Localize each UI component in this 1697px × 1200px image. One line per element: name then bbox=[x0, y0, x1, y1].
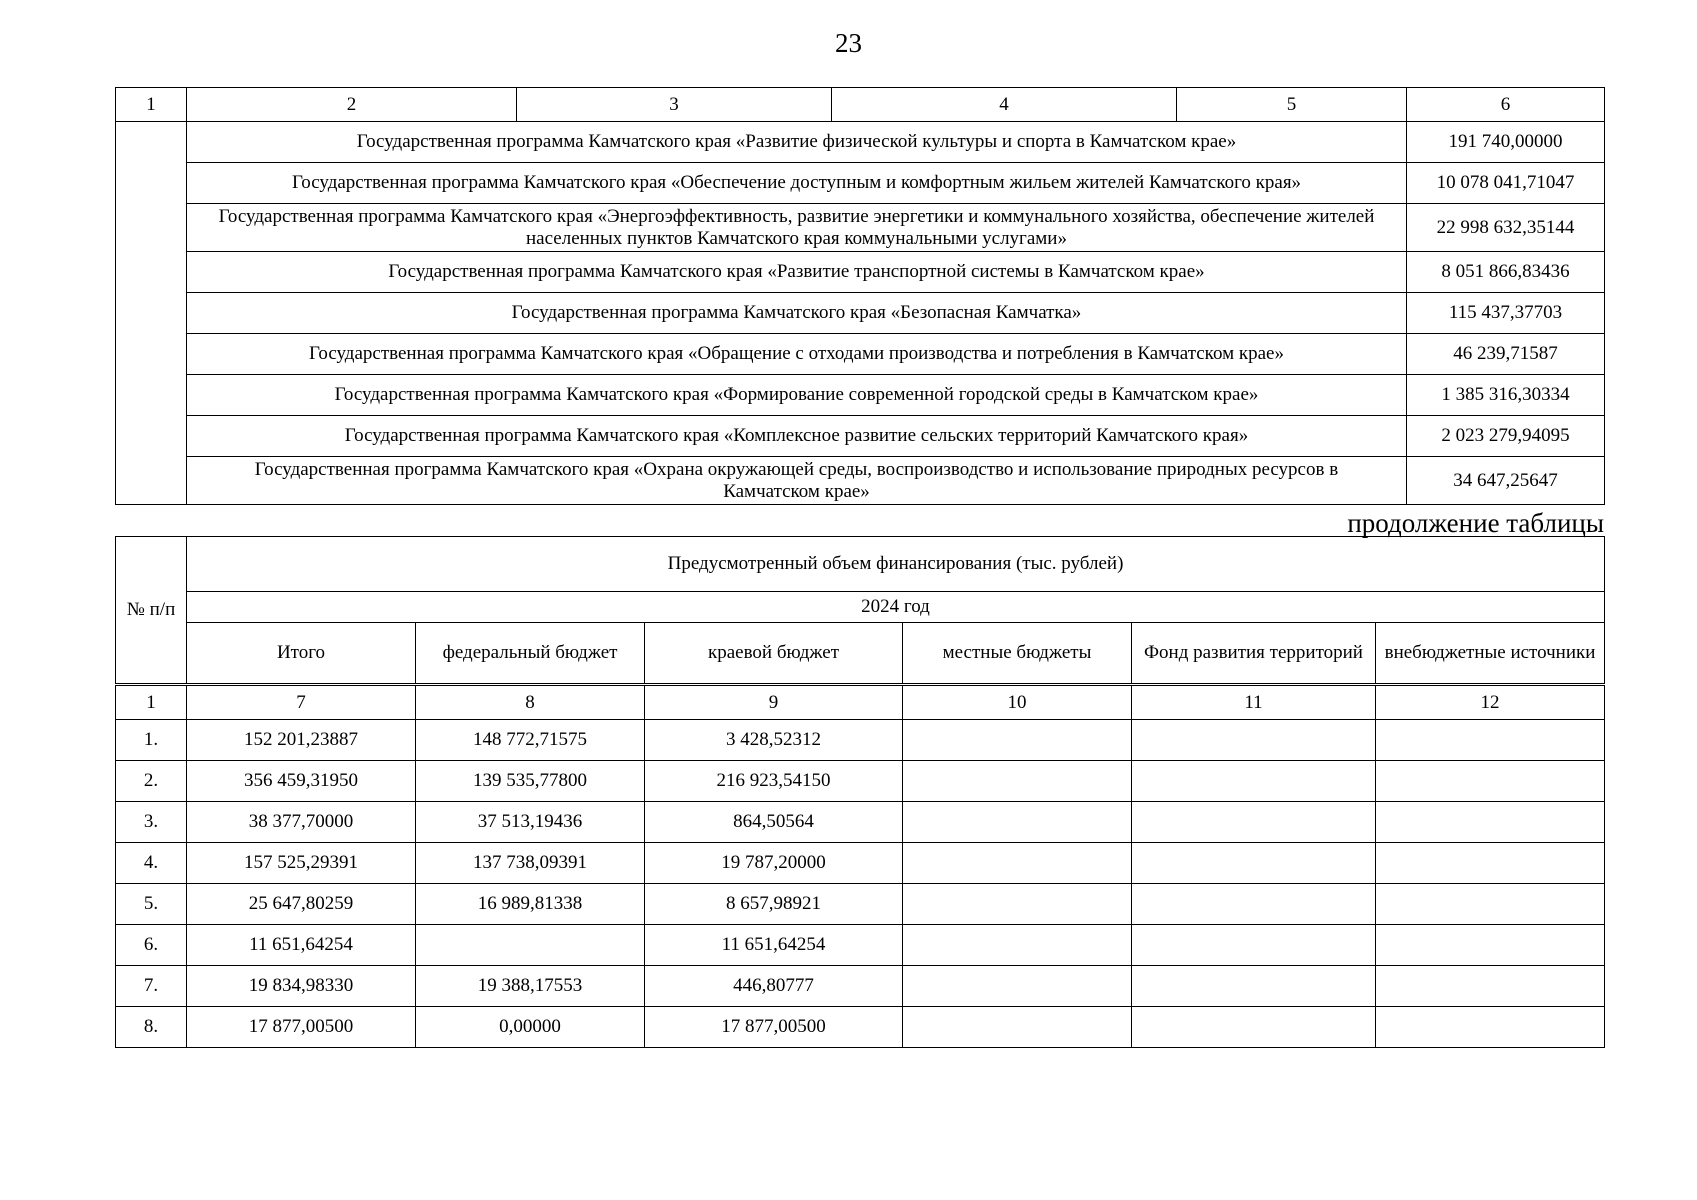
total-cell: 356 459,31950 bbox=[187, 761, 416, 802]
regional-budget-cell: 3 428,52312 bbox=[645, 720, 903, 761]
column-header: местные бюджеты bbox=[903, 623, 1132, 684]
regional-budget-cell: 216 923,54150 bbox=[645, 761, 903, 802]
program-amount: 46 239,71587 bbox=[1407, 334, 1605, 375]
row-index: 7. bbox=[116, 966, 187, 1007]
local-budget-cell bbox=[903, 1007, 1132, 1048]
continuation-label: продолжение таблицы bbox=[1347, 508, 1604, 538]
territory-fund-cell bbox=[1132, 925, 1376, 966]
local-budget-cell bbox=[903, 966, 1132, 1007]
table-row bbox=[116, 204, 1605, 252]
program-name: Государственная программа Камчатского края «Обеспечение доступным и комфортным жильем жителей Камчатского края» bbox=[187, 163, 1407, 204]
column-number: 6 bbox=[1407, 88, 1605, 122]
table-row bbox=[116, 925, 1605, 966]
program-name: Государственная программа Камчатского края «Охрана окружающей среды, воспроизводство и использование природных ресурсов в Камчатском крае» bbox=[187, 457, 1407, 505]
program-name: Государственная программа Камчатского края «Развитие физической культуры и спорта в Камчатском крае» bbox=[187, 122, 1407, 163]
column-number: 9 bbox=[645, 686, 903, 720]
program-amount: 22 998 632,35144 bbox=[1407, 204, 1605, 252]
total-cell: 19 834,98330 bbox=[187, 966, 416, 1007]
territory-fund-cell bbox=[1132, 761, 1376, 802]
table-row bbox=[116, 375, 1605, 416]
header-row bbox=[116, 592, 1605, 623]
table-row bbox=[116, 966, 1605, 1007]
programs-table bbox=[115, 87, 1605, 505]
program-name: Государственная программа Камчатского края «Развитие транспортной системы в Камчатском крае» bbox=[187, 252, 1407, 293]
program-amount: 34 647,25647 bbox=[1407, 457, 1605, 505]
program-amount: 8 051 866,83436 bbox=[1407, 252, 1605, 293]
table-column-numbers-row bbox=[116, 686, 1605, 720]
program-name: Государственная программа Камчатского края «Обращение с отходами производства и потребления в Камчатском крае» bbox=[187, 334, 1407, 375]
program-name: Государственная программа Камчатского края «Формирование современной городской среды в Камчатском крае» bbox=[187, 375, 1407, 416]
column-header: краевой бюджет bbox=[645, 623, 903, 684]
table-row bbox=[116, 163, 1605, 204]
federal-budget-cell: 19 388,17553 bbox=[416, 966, 645, 1007]
regional-budget-cell: 19 787,20000 bbox=[645, 843, 903, 884]
territory-fund-cell bbox=[1132, 720, 1376, 761]
column-number: 5 bbox=[1177, 88, 1407, 122]
program-name: Государственная программа Камчатского края «Комплексное развитие сельских территорий Камчатского края» bbox=[187, 416, 1407, 457]
regional-budget-cell: 864,50564 bbox=[645, 802, 903, 843]
federal-budget-cell bbox=[416, 925, 645, 966]
local-budget-cell bbox=[903, 843, 1132, 884]
local-budget-cell bbox=[903, 884, 1132, 925]
local-budget-cell bbox=[903, 925, 1132, 966]
column-header: внебюджетные источники bbox=[1376, 623, 1605, 684]
row-number-header: № п/п bbox=[116, 537, 187, 684]
extrabudgetary-cell bbox=[1376, 884, 1605, 925]
row-index: 6. bbox=[116, 925, 187, 966]
row-index: 1. bbox=[116, 720, 187, 761]
column-number: 11 bbox=[1132, 686, 1376, 720]
territory-fund-cell bbox=[1132, 802, 1376, 843]
column-number: 4 bbox=[832, 88, 1177, 122]
row-index: 5. bbox=[116, 884, 187, 925]
federal-budget-cell: 37 513,19436 bbox=[416, 802, 645, 843]
table-column-numbers-row bbox=[116, 88, 1605, 122]
extrabudgetary-cell bbox=[1376, 761, 1605, 802]
program-name: Государственная программа Камчатского края «Энергоэффективность, развитие энергетики и коммунального хозяйства, обеспечение жителей населенных пунктов Камчатского края коммунальными услугами» bbox=[187, 204, 1407, 252]
regional-budget-cell: 17 877,00500 bbox=[645, 1007, 903, 1048]
column-number: 7 bbox=[187, 686, 416, 720]
column-number: 3 bbox=[517, 88, 832, 122]
extrabudgetary-cell bbox=[1376, 843, 1605, 884]
header-row bbox=[116, 537, 1605, 592]
program-amount: 115 437,37703 bbox=[1407, 293, 1605, 334]
column-header: федеральный бюджет bbox=[416, 623, 645, 684]
table-row bbox=[116, 802, 1605, 843]
federal-budget-cell: 16 989,81338 bbox=[416, 884, 645, 925]
column-number: 1 bbox=[116, 686, 187, 720]
local-budget-cell bbox=[903, 802, 1132, 843]
year-header: 2024 год bbox=[187, 592, 1605, 623]
row-index: 4. bbox=[116, 843, 187, 884]
total-cell: 157 525,29391 bbox=[187, 843, 416, 884]
extrabudgetary-cell bbox=[1376, 925, 1605, 966]
total-cell: 17 877,00500 bbox=[187, 1007, 416, 1048]
empty-index-cell bbox=[116, 122, 187, 505]
federal-budget-cell: 148 772,71575 bbox=[416, 720, 645, 761]
regional-budget-cell: 8 657,98921 bbox=[645, 884, 903, 925]
total-cell: 11 651,64254 bbox=[187, 925, 416, 966]
table-row bbox=[116, 761, 1605, 802]
row-index: 8. bbox=[116, 1007, 187, 1048]
program-amount: 1 385 316,30334 bbox=[1407, 375, 1605, 416]
territory-fund-cell bbox=[1132, 843, 1376, 884]
header-row bbox=[116, 623, 1605, 684]
table-row bbox=[116, 122, 1605, 163]
federal-budget-cell: 137 738,09391 bbox=[416, 843, 645, 884]
federal-budget-cell: 0,00000 bbox=[416, 1007, 645, 1048]
row-index: 2. bbox=[116, 761, 187, 802]
column-number: 8 bbox=[416, 686, 645, 720]
federal-budget-cell: 139 535,77800 bbox=[416, 761, 645, 802]
financing-title: Предусмотренный объем финансирования (тыс. рублей) bbox=[187, 537, 1605, 592]
table-row bbox=[116, 720, 1605, 761]
column-number: 12 bbox=[1376, 686, 1605, 720]
table-row bbox=[116, 334, 1605, 375]
territory-fund-cell bbox=[1132, 966, 1376, 1007]
program-amount: 2 023 279,94095 bbox=[1407, 416, 1605, 457]
table-row bbox=[116, 1007, 1605, 1048]
financing-data-table bbox=[115, 685, 1605, 1048]
extrabudgetary-cell bbox=[1376, 1007, 1605, 1048]
territory-fund-cell bbox=[1132, 884, 1376, 925]
table-row bbox=[116, 252, 1605, 293]
row-index: 3. bbox=[116, 802, 187, 843]
column-number: 10 bbox=[903, 686, 1132, 720]
local-budget-cell bbox=[903, 720, 1132, 761]
extrabudgetary-cell bbox=[1376, 802, 1605, 843]
total-cell: 25 647,80259 bbox=[187, 884, 416, 925]
territory-fund-cell bbox=[1132, 1007, 1376, 1048]
table-row bbox=[116, 457, 1605, 505]
total-cell: 38 377,70000 bbox=[187, 802, 416, 843]
program-amount: 191 740,00000 bbox=[1407, 122, 1605, 163]
table-row bbox=[116, 884, 1605, 925]
financing-header-table bbox=[115, 536, 1605, 684]
program-name: Государственная программа Камчатского края «Безопасная Камчатка» bbox=[187, 293, 1407, 334]
program-amount: 10 078 041,71047 bbox=[1407, 163, 1605, 204]
table-row bbox=[116, 843, 1605, 884]
page-number: 23 bbox=[835, 28, 862, 58]
column-header: Фонд развития территорий bbox=[1132, 623, 1376, 684]
column-number: 1 bbox=[116, 88, 187, 122]
regional-budget-cell: 446,80777 bbox=[645, 966, 903, 1007]
table-row bbox=[116, 293, 1605, 334]
regional-budget-cell: 11 651,64254 bbox=[645, 925, 903, 966]
table-row bbox=[116, 416, 1605, 457]
local-budget-cell bbox=[903, 761, 1132, 802]
column-header: Итого bbox=[187, 623, 416, 684]
column-number: 2 bbox=[187, 88, 517, 122]
extrabudgetary-cell bbox=[1376, 966, 1605, 1007]
total-cell: 152 201,23887 bbox=[187, 720, 416, 761]
extrabudgetary-cell bbox=[1376, 720, 1605, 761]
